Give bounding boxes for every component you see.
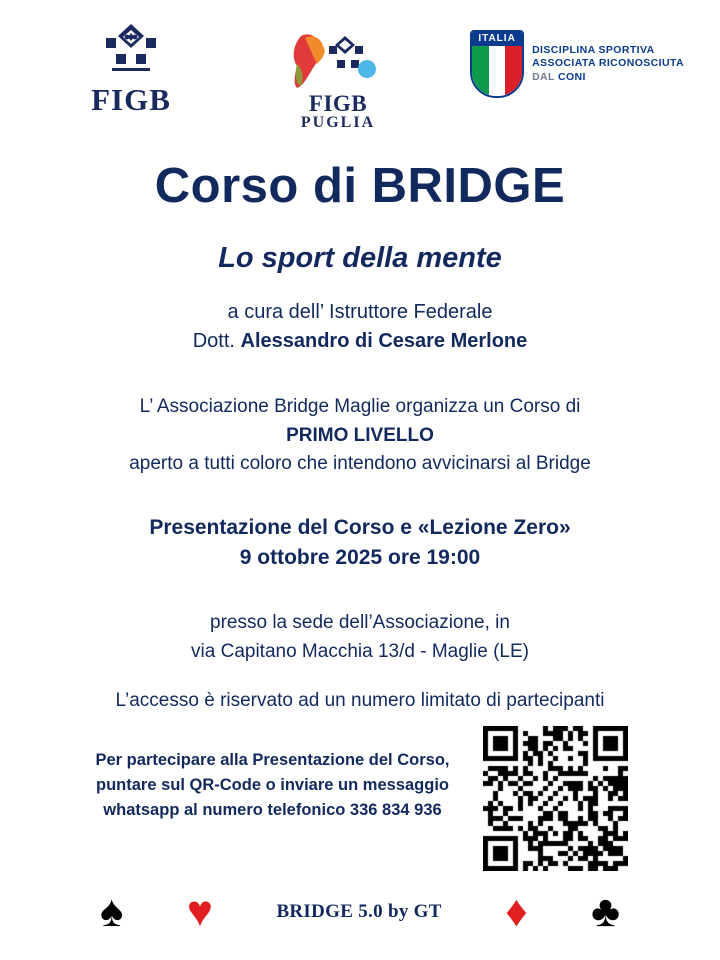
heart-icon: ♥ — [186, 887, 213, 936]
coni-italia-label: ITALIA — [472, 32, 522, 46]
qr-instructions: Per partecipare alla Presentazione del Corso, puntare sul QR-Code o inviare un messaggio whatsapp al numero telefonico 336 834 936 — [95, 751, 450, 819]
venue-line-2: via Capitano Macchia 13/d - Maglie (LE) — [191, 640, 529, 662]
puglia-region-icon — [283, 30, 393, 92]
coni-text-block — [532, 44, 684, 83]
figb-puglia-wordmark — [301, 92, 375, 132]
header-logos — [0, 0, 720, 130]
event-title: Presentazione del Corso e «Lezione Zero» — [149, 515, 571, 539]
limited-seats-note: L’accesso è riservato ad un numero limitato di partecipanti — [115, 690, 605, 712]
coni-line-1: DISCIPLINA SPORTIVA — [532, 44, 655, 57]
figb-diamond-icon — [94, 22, 168, 80]
club-icon: ♣ — [591, 887, 620, 936]
venue-line-1: presso la sede dell’Associazione, in — [210, 612, 510, 634]
venue-block — [40, 609, 680, 666]
intro-paragraph — [40, 393, 680, 479]
footer-brand: BRIDGE 5.0 by GT — [276, 901, 442, 922]
qr-section — [40, 726, 680, 871]
footer-suits — [0, 887, 720, 936]
intro-line-3: aperto a tutti coloro che intendono avvicinarsi al Bridge — [129, 453, 591, 474]
figb-puglia-logo — [258, 22, 418, 132]
instructor-name: Alessandro di Cesare Merlone — [240, 330, 528, 352]
poster-content — [0, 158, 720, 871]
instructor-prefix: Dott. — [192, 330, 241, 352]
intro-line-1: L’ Associazione Bridge Maglie organizza un Corso di — [139, 396, 581, 417]
qr-code[interactable] — [483, 726, 628, 871]
diamond-icon: ♦ — [505, 887, 528, 936]
spade-icon: ♠ — [100, 887, 124, 936]
intro-line-2: PRIMO LIVELLO — [286, 424, 434, 446]
italian-flag-icon — [472, 46, 522, 98]
coni-line-2: ASSOCIATA RICONOSCIUTA — [532, 57, 684, 70]
instructor-line — [40, 330, 680, 353]
figb-wordmark: FIGB — [91, 82, 171, 117]
coni-logo — [470, 22, 684, 98]
coni-line-3-bold: CONI — [557, 70, 586, 83]
coni-shield-icon — [470, 30, 524, 98]
puglia-figb-text: FIGB — [308, 91, 368, 116]
page-subtitle: Lo sport della mente — [218, 242, 502, 274]
event-datetime: 9 ottobre 2025 ore 19:00 — [239, 545, 481, 569]
figb-logo — [56, 22, 206, 115]
page-title: Corso di BRIDGE — [154, 159, 566, 213]
puglia-region-text: PUGLIA — [300, 114, 376, 132]
coni-line-3-prefix: DAL — [532, 70, 558, 83]
coni-line-3 — [532, 71, 684, 84]
curator-line: a cura dell’ Istruttore Federale — [227, 301, 493, 323]
event-highlight — [40, 513, 680, 574]
